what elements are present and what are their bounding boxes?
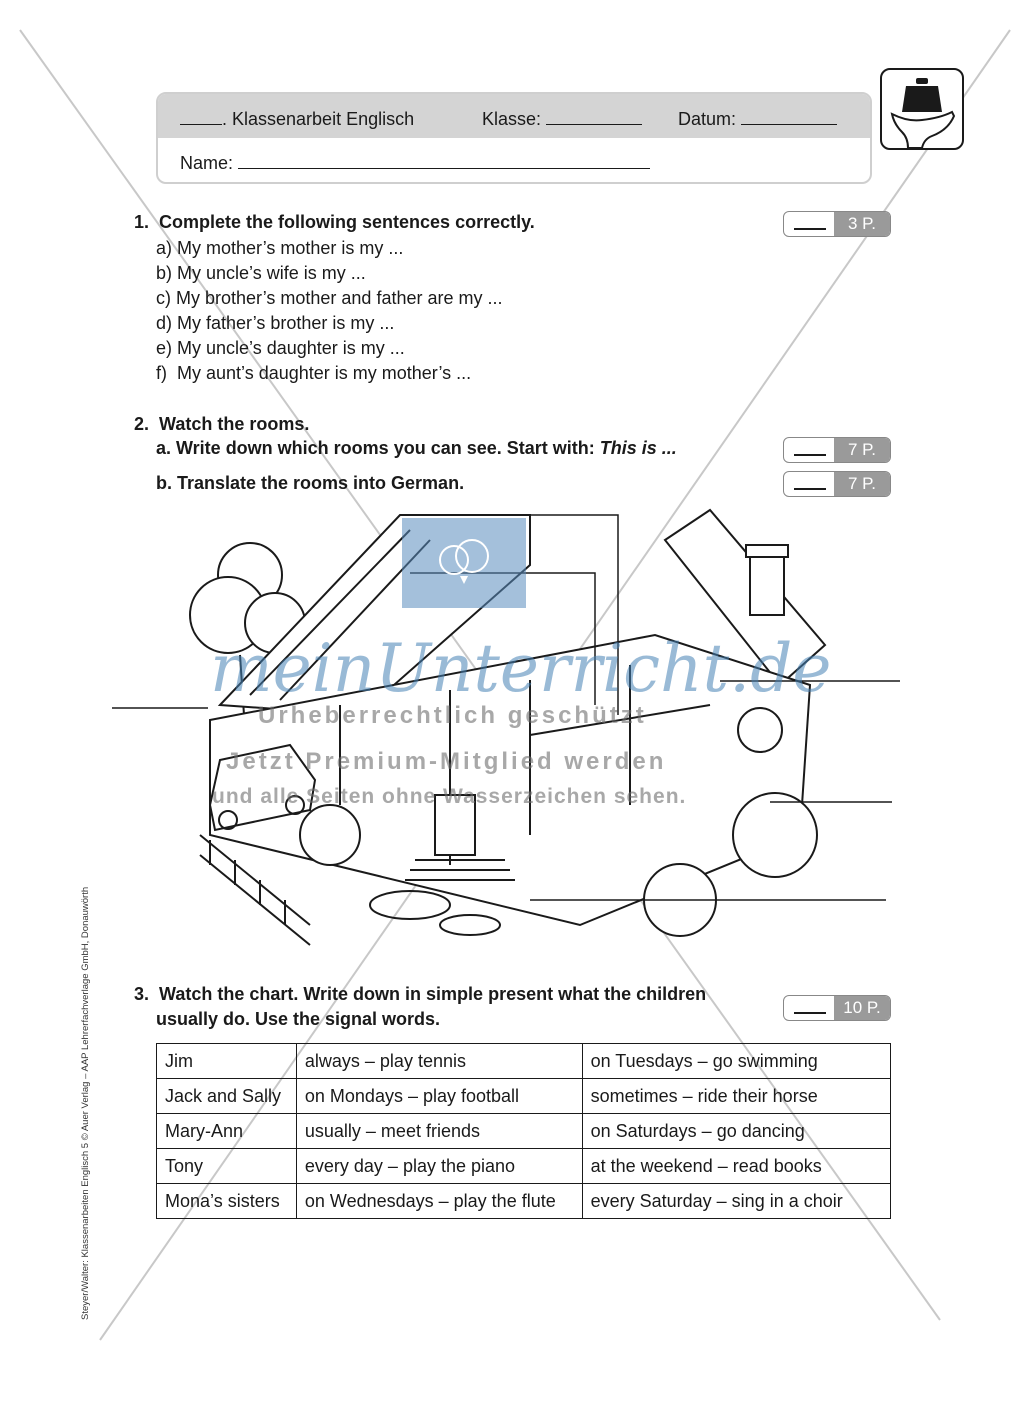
activity-chart: [156, 1043, 891, 1219]
points-blank: [794, 488, 826, 490]
points-value: 7 P.: [834, 438, 890, 462]
task1-item-b: b) My uncle’s wife is my ...: [156, 263, 366, 283]
table-cell: Mona’s sisters: [157, 1184, 297, 1219]
name-blank[interactable]: [238, 152, 650, 169]
table-cell: Mary-Ann: [157, 1114, 297, 1149]
task2b-points-box[interactable]: [783, 471, 891, 497]
table-cell: every Saturday – sing in a choir: [582, 1184, 890, 1219]
watermark-logo: [402, 518, 526, 608]
table-cell: Jim: [157, 1044, 297, 1079]
points-blank: [794, 228, 826, 230]
date-field: Datum:: [678, 108, 837, 130]
task2a-points-box[interactable]: [783, 437, 891, 463]
copyright-note: Steyer/Walter: Klassenarbeiten Englisch 5 © Auer Verlag – AAP Lehrerfachverlage GmbH, Donauwörth: [80, 886, 91, 1320]
table-row: [157, 1184, 891, 1219]
watermark-line3: und alle Seiten ohne Wasserzeichen sehen.: [212, 785, 687, 808]
task1-item-e: e) My uncle’s daughter is my ...: [156, 338, 405, 358]
table-cell: on Mondays – play football: [296, 1079, 582, 1114]
number-blank[interactable]: [180, 108, 222, 125]
table-row: [157, 1044, 891, 1079]
task2-sub-a: a. Write down which rooms you can see. Start with: This is ...: [156, 438, 677, 458]
table-cell: at the weekend – read books: [582, 1149, 890, 1184]
header-title: . Klassenarbeit Englisch: [180, 108, 414, 130]
date-blank[interactable]: [741, 108, 837, 125]
task1-item-a: a) My mother’s mother is my ...: [156, 238, 404, 258]
table-cell: Tony: [157, 1149, 297, 1184]
task1-title: 1. Complete the following sentences correctly.: [134, 212, 535, 232]
task1-item-c: c) My brother’s mother and father are my ...: [156, 288, 503, 308]
chimney: [750, 555, 784, 615]
table-cell: Jack and Sally: [157, 1079, 297, 1114]
points-value: 3 P.: [834, 212, 890, 236]
task3-points-box[interactable]: [783, 995, 891, 1021]
watermark-brand: meinUnterricht.de: [210, 630, 832, 707]
task3-title-line2: usually do. Use the signal words.: [156, 1009, 441, 1029]
task1-item-d: d) My father’s brother is my ...: [156, 313, 395, 333]
table-cell: on Tuesdays – go swimming: [582, 1044, 890, 1079]
watermark-line1: Urheberrechtlich geschützt: [258, 702, 647, 729]
weight-hand-logo: [880, 68, 964, 150]
table-cell: usually – meet friends: [296, 1114, 582, 1149]
task1-points-box[interactable]: [783, 211, 891, 237]
table-cell: on Wednesdays – play the flute: [296, 1184, 582, 1219]
weight-hand-icon: [882, 70, 962, 148]
points-blank: [794, 1012, 826, 1014]
task2-sub-b: b. Translate the rooms into German.: [156, 473, 465, 493]
cloud-icon: [402, 518, 526, 608]
class-blank[interactable]: [546, 108, 642, 125]
table-row: [157, 1079, 891, 1114]
points-value: 10 P.: [834, 996, 890, 1020]
points-value: 7 P.: [834, 472, 890, 496]
table-row: [157, 1114, 891, 1149]
watermark-line2: Jetzt Premium-Mitglied werden: [226, 748, 667, 775]
table-row: [157, 1149, 891, 1184]
table-cell: on Saturdays – go dancing: [582, 1114, 890, 1149]
points-blank: [794, 454, 826, 456]
table-cell: every day – play the piano: [296, 1149, 582, 1184]
class-field: Klasse:: [482, 108, 642, 130]
header-box: [156, 92, 872, 184]
task2-title: 2. Watch the rooms.: [134, 414, 310, 434]
task3-title-line1: 3. Watch the chart. Write down in simple present what the children: [134, 984, 707, 1004]
task1-item-f: f) My aunt’s daughter is my mother’s ...: [156, 363, 472, 383]
table-cell: sometimes – ride their horse: [582, 1079, 890, 1114]
table-cell: always – play tennis: [296, 1044, 582, 1079]
name-field: Name:: [180, 152, 650, 174]
